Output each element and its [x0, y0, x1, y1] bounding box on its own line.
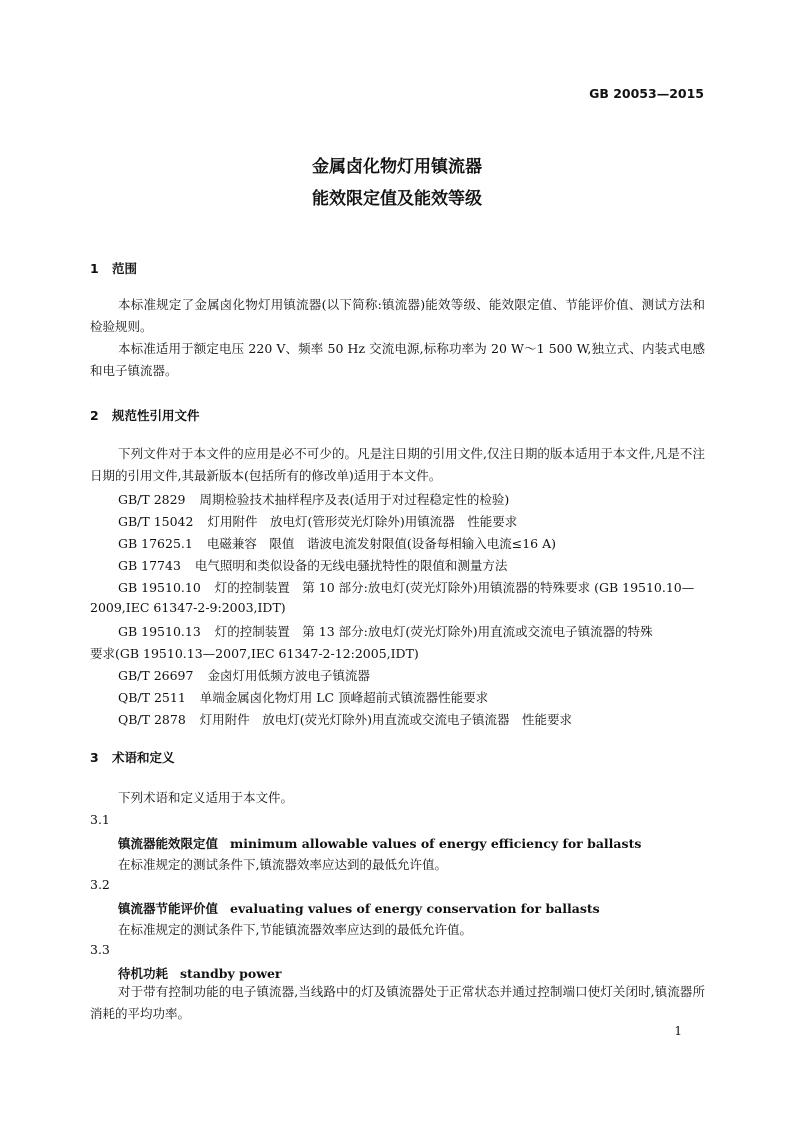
reference-code: QB/T 2511: [118, 690, 186, 705]
reference-title: 灯用附件 放电灯(管形荧光灯除外)用镇流器 性能要求: [207, 514, 518, 529]
reference-code: GB 17743: [118, 558, 181, 573]
references-intro: 下列文件对于本文件的应用是必不可少的。凡是注日期的引用文件,仅注日期的版本适用于本文件,凡是不注日期的引用文件,其最新版本(包括所有的修改单)适用于本文件。: [90, 446, 705, 483]
terms-intro: 下列术语和定义适用于本文件。: [118, 790, 294, 805]
reference-code: QB/T 2878: [118, 712, 186, 727]
scope-paragraph-1: 本标准规定了金属卤化物灯用镇流器(以下简称:镇流器)能效等级、能效限定值、节能评价值、测试方法和检验规则。: [90, 297, 705, 334]
term-en: standby power: [180, 966, 282, 981]
reference-item: [118, 666, 370, 684]
reference-title: 周期检验技术抽样程序及表(适用于对过程稳定性的检验): [199, 492, 510, 507]
section-number: 3: [90, 750, 99, 765]
reference-title: 灯的控制装置 第 13 部分:放电灯(荧光灯除外)用直流或交流电子镇流器的特殊: [214, 624, 653, 639]
document-title-line1: 金属卤化物灯用镇流器: [312, 157, 482, 177]
section-title: 规范性引用文件: [112, 408, 200, 423]
reference-title: 灯用附件 放电灯(荧光灯除外)用直流或交流电子镇流器 性能要求: [199, 712, 573, 727]
section-title: 术语和定义: [112, 750, 175, 765]
document-title-line2: 能效限定值及能效等级: [312, 189, 482, 209]
standard-code: GB 20053—2015: [589, 86, 704, 101]
reference-code: GB 19510.13: [118, 624, 201, 639]
reference-item: [118, 578, 694, 596]
section-heading-references: [90, 406, 200, 424]
clause-number: 3.3: [90, 942, 110, 957]
reference-item: [118, 512, 517, 530]
reference-item-continuation: 2009,IEC 61347-2-9:2003,IDT): [90, 600, 286, 615]
reference-item: [118, 622, 653, 640]
term-heading: [118, 899, 600, 917]
reference-title: 灯的控制装置 第 10 部分:放电灯(荧光灯除外)用镇流器的特殊要求 (GB 19510.10—: [214, 580, 695, 595]
reference-title: 金卤灯用低频方波电子镇流器: [207, 668, 370, 683]
section-heading-scope: [90, 259, 137, 277]
reference-item: [118, 710, 572, 728]
clause-number: 3.1: [90, 812, 110, 827]
reference-title: 单端金属卤化物灯用 LC 顶峰超前式镇流器性能要求: [199, 690, 489, 705]
reference-code: GB 17625.1: [118, 536, 193, 551]
reference-code: GB/T 15042: [118, 514, 194, 529]
term-definition: 在标准规定的测试条件下,节能镇流器效率应达到的最低允许值。: [118, 922, 472, 937]
reference-title: 电气照明和类似设备的无线电骚扰特性的限值和测量方法: [194, 558, 508, 573]
reference-item: [118, 490, 509, 508]
term-definition: 对于带有控制功能的电子镇流器,当线路中的灯及镇流器处于正常状态并通过控制端口使灯关闭时,镇流器所消耗的平均功率。: [90, 984, 705, 1021]
term-zh: 镇流器节能评价值: [118, 901, 219, 916]
reference-code: GB/T 26697: [118, 668, 194, 683]
term-en: evaluating values of energy conservation for ballasts: [230, 901, 600, 916]
section-number: 2: [90, 408, 99, 423]
reference-item: [118, 688, 488, 706]
term-zh: 镇流器能效限定值: [118, 836, 219, 851]
term-definition: 在标准规定的测试条件下,镇流器效率应达到的最低允许值。: [118, 857, 447, 872]
scope-paragraph-2: 本标准适用于额定电压 220 V、频率 50 Hz 交流电源,标称功率为 20 W～1 500 W,独立式、内装式电感和电子镇流器。: [90, 341, 705, 378]
reference-code: GB/T 2829: [118, 492, 186, 507]
page-number: 1: [674, 1024, 682, 1038]
reference-item: [118, 534, 556, 552]
reference-code: GB 19510.10: [118, 580, 201, 595]
clause-number: 3.2: [90, 877, 110, 892]
reference-item: [118, 556, 507, 574]
section-number: 1: [90, 261, 99, 276]
term-en: minimum allowable values of energy efficiency for ballasts: [230, 836, 642, 851]
term-heading: [118, 964, 282, 982]
reference-item-continuation: 要求(GB 19510.13—2007,IEC 61347-2-12:2005,IDT): [90, 646, 419, 661]
section-title: 范围: [112, 261, 138, 276]
term-zh: 待机功耗: [118, 966, 169, 981]
reference-title: 电磁兼容 限值 谐波电流发射限值(设备每相输入电流≤16 A): [206, 536, 556, 551]
term-heading: [118, 834, 641, 852]
section-heading-terms: [90, 748, 175, 766]
